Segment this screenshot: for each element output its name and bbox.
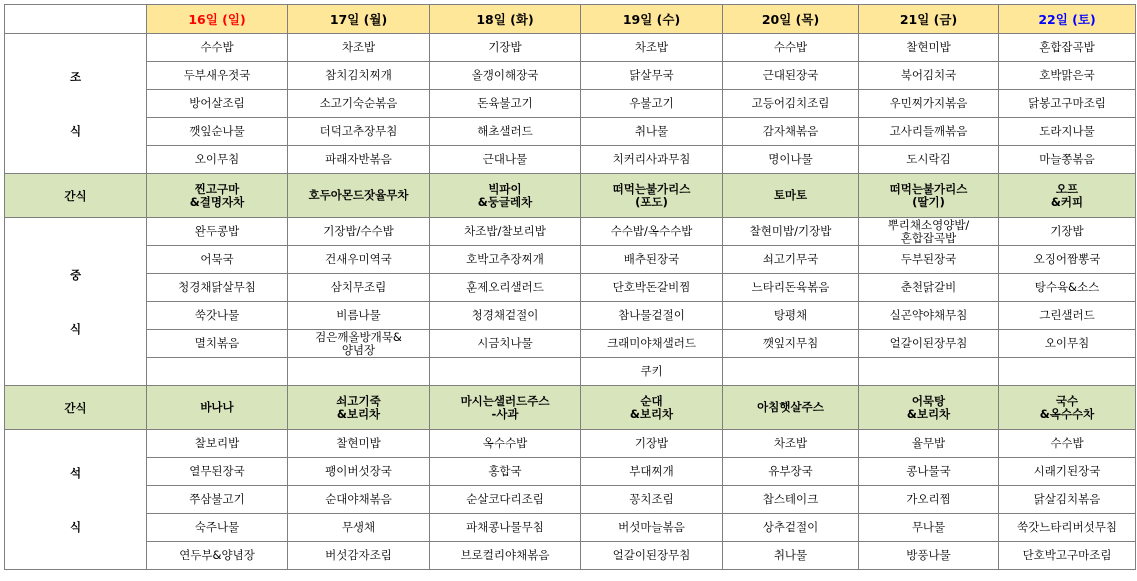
menu-item [859, 90, 999, 118]
snack-item-line: -사과 [491, 406, 519, 421]
snack1-row [5, 174, 1136, 218]
menu-item [859, 302, 999, 330]
menu-item [723, 302, 859, 330]
menu-item [581, 358, 723, 386]
menu-item [430, 246, 581, 274]
menu-item-line: 파채콩나물무침 [466, 520, 544, 534]
snack-item-line: 국수 [1055, 393, 1079, 408]
menu-item [999, 62, 1136, 90]
dinner-row [5, 430, 1136, 458]
menu-item-line: 마늘쫑볶음 [1039, 152, 1095, 166]
menu-item-line: 올갱이해장국 [471, 68, 539, 82]
menu-item [430, 430, 581, 458]
menu-item-line: 오이무침 [194, 152, 240, 166]
menu-item-line: 취나물 [773, 548, 808, 562]
snack-item-line: 순대 [640, 393, 663, 408]
snack-item-line: &보리차 [629, 406, 674, 421]
menu-item-line: 도라지나물 [1039, 124, 1095, 138]
menu-item-line: 두부새우젓국 [183, 68, 251, 82]
menu-item [147, 458, 288, 486]
menu-item-line: 방풍나물 [906, 548, 951, 562]
menu-item [859, 62, 999, 90]
menu-item-line: 기장밥 [488, 40, 522, 54]
menu-item-line: 건새우미역국 [325, 252, 392, 266]
menu-item [723, 542, 859, 570]
snack-item-line: 토마토 [773, 188, 808, 202]
snack2-row [5, 386, 1136, 430]
snack-item-line: 바나나 [200, 400, 234, 414]
menu-item [288, 430, 430, 458]
menu-item [430, 118, 581, 146]
menu-item-line: 혼합잡곡밥 [1039, 40, 1095, 54]
meal-label-char: 식 [69, 519, 82, 534]
snack-item [723, 174, 859, 218]
snack-item-line: &보리차 [906, 406, 951, 421]
snack-item-line: &결명자차 [189, 194, 245, 209]
menu-item [859, 118, 999, 146]
snack-item-line: &커피 [1050, 194, 1084, 209]
menu-item [723, 146, 859, 174]
menu-item-line: 고사리들깨볶음 [889, 124, 968, 138]
menu-item [147, 542, 288, 570]
day-header-6: 22일 (토) [999, 5, 1136, 34]
menu-item-line: 무나물 [911, 520, 946, 534]
menu-item [581, 330, 723, 358]
menu-item-line: 호박고추장찌개 [466, 252, 544, 266]
snack-item-line: 찐고구마 [194, 181, 240, 196]
menu-item [581, 274, 723, 302]
day-header-2: 18일 (화) [430, 5, 581, 34]
menu-item [859, 542, 999, 570]
menu-item-line: 찰현미밥 [906, 40, 951, 54]
menu-item [581, 246, 723, 274]
menu-item-line: 쭈삼불고기 [189, 492, 245, 506]
menu-item-line: 차조밥 [341, 40, 376, 54]
dinner-row [5, 514, 1136, 542]
day-header-0: 16일 (일) [147, 5, 288, 34]
menu-item [581, 34, 723, 62]
corner-cell [5, 5, 147, 34]
dinner-row [5, 458, 1136, 486]
menu-item-line: 팽이버섯장국 [325, 464, 392, 478]
menu-item [999, 90, 1136, 118]
menu-item [999, 358, 1136, 386]
menu-item-line: 닭살무국 [629, 68, 674, 82]
meal-label-char: 중 [69, 267, 82, 282]
menu-item-line: 순살코다리조림 [466, 492, 544, 506]
menu-item [147, 514, 288, 542]
menu-item [999, 34, 1136, 62]
menu-item-line: 수수밥 [200, 40, 234, 54]
menu-item-line: 삼치무조림 [330, 280, 387, 294]
menu-item-line: 우민찌가지볶음 [889, 96, 968, 110]
menu-item [430, 274, 581, 302]
menu-item [147, 358, 288, 386]
breakfast-row [5, 62, 1136, 90]
snack-item-line: &옥수수차 [1039, 406, 1095, 421]
lunch-row [5, 358, 1136, 386]
menu-item-line: 수수밥 [1050, 436, 1084, 450]
meal-menu-table [4, 4, 1136, 570]
menu-item-line: 수수밥 [773, 40, 808, 54]
menu-item [147, 330, 288, 358]
menu-item-line: 돈육불고기 [477, 96, 533, 110]
menu-item [723, 218, 859, 246]
menu-item [147, 246, 288, 274]
menu-item [723, 34, 859, 62]
menu-item-line: 율무밥 [911, 436, 946, 450]
breakfast-row [5, 90, 1136, 118]
menu-item [723, 90, 859, 118]
menu-item-line: 오이무침 [1044, 336, 1090, 350]
menu-item-line: 방어살조림 [189, 96, 245, 110]
header-row [5, 5, 1136, 34]
snack-item-line: 떠먹는불가리스 [889, 181, 968, 196]
snack-item [288, 386, 430, 430]
menu-item-line: 탕수육&소스 [1034, 280, 1100, 294]
menu-item [581, 218, 723, 246]
menu-item [859, 430, 999, 458]
menu-item [288, 34, 430, 62]
menu-item [430, 458, 581, 486]
menu-item [999, 146, 1136, 174]
menu-item [999, 246, 1136, 274]
menu-item [999, 274, 1136, 302]
menu-item-line: 무생채 [341, 520, 376, 534]
menu-item-line: 얼갈이된장무침 [889, 336, 968, 350]
snack2-label: 간식 [5, 386, 147, 430]
menu-item-line: 크래미야채샐러드 [607, 336, 696, 350]
menu-item [723, 514, 859, 542]
menu-item-line: 가오리찜 [906, 492, 951, 506]
menu-item-line: 차조밥 [634, 40, 669, 54]
menu-item [999, 458, 1136, 486]
menu-item [723, 246, 859, 274]
menu-item [723, 330, 859, 358]
breakfast-row [5, 118, 1136, 146]
menu-item [430, 486, 581, 514]
menu-item [147, 62, 288, 90]
menu-item-line: 차조밥/찰보리밥 [464, 224, 546, 238]
menu-item [723, 62, 859, 90]
dinner-label [5, 430, 147, 570]
meal-label-char: 식 [69, 321, 82, 336]
menu-item-line: 상추겉절이 [762, 520, 819, 534]
menu-item-line: 우불고기 [629, 96, 674, 110]
snack-item-line: (포도) [635, 194, 668, 209]
menu-item-line: 콩나물국 [906, 464, 951, 478]
menu-item [430, 90, 581, 118]
menu-item [430, 514, 581, 542]
menu-item [147, 274, 288, 302]
menu-item-line: 멸치볶음 [194, 336, 240, 350]
menu-item-line: 호박맑은국 [1039, 68, 1095, 82]
snack-item-line: (딸기) [912, 194, 945, 209]
menu-item-line: 어묵국 [200, 252, 234, 266]
menu-item-line: 실곤약야채무침 [889, 308, 968, 322]
menu-item [147, 90, 288, 118]
snack-item [147, 174, 288, 218]
menu-item [288, 542, 430, 570]
day-header-4: 20일 (목) [723, 5, 859, 34]
menu-item-line: 명이나물 [768, 152, 813, 166]
menu-item [859, 218, 999, 246]
snack-item [581, 386, 723, 430]
menu-item-line: 오징어짬뽕국 [1033, 252, 1101, 266]
menu-item-line: 해초샐러드 [477, 124, 533, 138]
menu-item [430, 34, 581, 62]
menu-item-line: 찰현미밥/기장밥 [749, 224, 832, 238]
day-header-5: 21일 (금) [859, 5, 999, 34]
breakfast-row [5, 146, 1136, 174]
menu-item-line: 두부된장국 [900, 252, 957, 266]
menu-item-line: 근대된장국 [762, 68, 819, 82]
snack-item [999, 386, 1136, 430]
snack-item [430, 174, 581, 218]
menu-item-line: 얼갈이된장무침 [612, 548, 691, 562]
menu-item [999, 118, 1136, 146]
menu-item-line: 북어김치국 [900, 68, 957, 82]
menu-item [147, 302, 288, 330]
snack-item [430, 386, 581, 430]
menu-item [430, 218, 581, 246]
menu-item [859, 274, 999, 302]
menu-item [581, 458, 723, 486]
menu-item [430, 146, 581, 174]
menu-item [430, 330, 581, 358]
menu-item [859, 358, 999, 386]
menu-item-line: 뿌리채소영양밥/ [887, 217, 970, 232]
menu-item-line: 기장밥/수수밥 [323, 224, 394, 238]
menu-item-line: 깻잎지무침 [762, 336, 819, 350]
menu-item-line: 닭살김치볶음 [1033, 492, 1101, 506]
menu-item-line: 기장밥 [634, 436, 669, 450]
menu-item-line: 고등어김치조림 [751, 96, 830, 110]
menu-item [288, 118, 430, 146]
menu-item [288, 274, 430, 302]
menu-item [288, 62, 430, 90]
snack-item-line: &보리차 [336, 406, 381, 421]
menu-item-line: 차조밥 [773, 436, 808, 450]
menu-item-line: 파래자반볶음 [325, 152, 392, 166]
breakfast-row [5, 34, 1136, 62]
menu-item-line: 찰현미밥 [336, 436, 381, 450]
menu-item [288, 302, 430, 330]
menu-item-line: 시금치나물 [477, 336, 533, 350]
menu-item [581, 542, 723, 570]
menu-item-line: 열무된장국 [189, 464, 245, 478]
menu-item [859, 486, 999, 514]
menu-item-line: 근대나물 [482, 152, 528, 166]
snack-item-line: &둥글레차 [477, 194, 533, 209]
menu-item [999, 218, 1136, 246]
dinner-row [5, 542, 1136, 570]
lunch-row [5, 302, 1136, 330]
menu-item [859, 34, 999, 62]
menu-item [430, 62, 581, 90]
menu-item [999, 430, 1136, 458]
snack-item-line: 빅파이 [488, 181, 522, 196]
menu-item [147, 430, 288, 458]
menu-item-line: 찰보리밥 [194, 436, 240, 450]
lunch-row [5, 330, 1136, 358]
menu-item [430, 302, 581, 330]
menu-item-line: 버섯감자조림 [325, 548, 392, 562]
menu-item [859, 514, 999, 542]
snack-item-line: 오프 [1055, 181, 1079, 196]
menu-item-line: 검은깨올방개묵& [315, 329, 402, 344]
menu-item [859, 330, 999, 358]
menu-item-line: 감자채볶음 [762, 124, 819, 138]
snack-item-line: 떠먹는불가리스 [612, 181, 691, 196]
menu-item [723, 486, 859, 514]
meal-label-char: 조 [69, 69, 82, 84]
menu-item [723, 358, 859, 386]
meal-label-char: 식 [69, 123, 82, 138]
menu-item-line: 단호박고구마조림 [1022, 548, 1112, 562]
lunch-row [5, 246, 1136, 274]
menu-item [859, 146, 999, 174]
menu-item-line: 더덕고추장무침 [319, 124, 398, 138]
menu-item [288, 514, 430, 542]
menu-item [288, 146, 430, 174]
menu-item-line: 순대야채볶음 [325, 492, 392, 506]
menu-item-line: 유부장국 [768, 464, 813, 478]
menu-item-line: 비름나물 [336, 308, 381, 322]
menu-item [288, 218, 430, 246]
menu-item [147, 486, 288, 514]
menu-item-line: 쿠키 [640, 364, 663, 378]
menu-item-line: 치커리사과무침 [612, 152, 691, 166]
menu-item-line: 청경채닭살무침 [178, 280, 256, 294]
menu-item-line: 양념장 [341, 342, 376, 357]
lunch-row [5, 274, 1136, 302]
menu-item [430, 542, 581, 570]
menu-item [288, 330, 430, 358]
menu-item [147, 34, 288, 62]
menu-item-line: 탕평채 [773, 308, 808, 322]
menu-item-line: 참치김치찌개 [325, 68, 392, 82]
menu-item [288, 90, 430, 118]
menu-item [147, 118, 288, 146]
lunch-label [5, 218, 147, 386]
menu-item [581, 514, 723, 542]
menu-item-line: 기장밥 [1050, 224, 1084, 238]
menu-item [288, 358, 430, 386]
menu-item [288, 458, 430, 486]
menu-item-line: 홍합국 [488, 464, 522, 478]
menu-item [723, 118, 859, 146]
menu-item-line: 완두콩밥 [194, 224, 240, 238]
day-header-3: 19일 (수) [581, 5, 723, 34]
snack-item-line: 아침햇살주스 [757, 400, 824, 414]
menu-item-line: 쇠고기무국 [762, 252, 819, 266]
menu-item [581, 62, 723, 90]
menu-item [581, 90, 723, 118]
menu-item [859, 458, 999, 486]
menu-item [288, 486, 430, 514]
snack-item-line: 호두아몬드잣율무차 [308, 188, 409, 202]
menu-item-line: 단호박돈갈비찜 [612, 280, 691, 294]
snack-item [859, 174, 999, 218]
menu-item-line: 연두부&양념장 [179, 548, 255, 562]
meal-label-char: 석 [69, 465, 82, 480]
snack-item [147, 386, 288, 430]
menu-item [581, 146, 723, 174]
menu-item [581, 118, 723, 146]
menu-item [999, 486, 1136, 514]
breakfast-label [5, 34, 147, 174]
menu-item-line: 소고기숙순볶음 [319, 96, 398, 110]
menu-item-line: 참나물겉절이 [618, 308, 685, 322]
snack-item [288, 174, 430, 218]
menu-item-line: 배추된장국 [623, 252, 680, 266]
menu-item-line: 혼합잡곡밥 [900, 230, 957, 245]
menu-item [999, 330, 1136, 358]
menu-item-line: 도시락김 [906, 152, 951, 166]
menu-item-line: 버섯마늘볶음 [618, 520, 685, 534]
menu-item [999, 302, 1136, 330]
menu-item [999, 542, 1136, 570]
menu-item [723, 274, 859, 302]
day-header-1: 17일 (월) [288, 5, 430, 34]
menu-item-line: 느타리돈육볶음 [751, 280, 830, 294]
menu-item-line: 쑥갓느타리버섯무침 [1017, 520, 1117, 534]
menu-item-line: 그린샐러드 [1039, 308, 1095, 322]
menu-item-line: 훈제오리샐러드 [466, 280, 544, 294]
menu-item [147, 218, 288, 246]
snack-item [581, 174, 723, 218]
snack-item-line: 어묵탕 [911, 393, 946, 408]
snack-item-line: 마시는샐러드주스 [460, 393, 550, 408]
menu-item-line: 브로컬리야채볶음 [460, 548, 550, 562]
snack-item [859, 386, 999, 430]
menu-item-line: 취나물 [634, 124, 669, 138]
menu-item [723, 430, 859, 458]
menu-item [581, 430, 723, 458]
menu-item-line: 닭봉고구마조림 [1028, 96, 1106, 110]
menu-item-line: 청경채겉절이 [471, 308, 539, 322]
menu-item-line: 깻잎순나물 [189, 124, 245, 138]
menu-item-line: 시래기된장국 [1033, 464, 1101, 478]
menu-item [859, 246, 999, 274]
menu-item-line: 찹스테이크 [762, 492, 819, 506]
menu-item-line: 꽁치조림 [629, 492, 674, 506]
menu-item-line: 쑥갓나물 [194, 308, 240, 322]
menu-item [999, 514, 1136, 542]
menu-item [288, 246, 430, 274]
menu-item [581, 486, 723, 514]
menu-item-line: 수수밥/옥수수밥 [610, 224, 693, 238]
snack1-label: 간식 [5, 174, 147, 218]
menu-item [430, 358, 581, 386]
menu-item-line: 춘천닭갈비 [900, 280, 957, 294]
snack-item [723, 386, 859, 430]
menu-item [581, 302, 723, 330]
snack-item [999, 174, 1136, 218]
menu-item [147, 146, 288, 174]
menu-item-line: 부대찌개 [629, 464, 674, 478]
menu-item [723, 458, 859, 486]
dinner-row [5, 486, 1136, 514]
snack-item-line: 쇠고기죽 [336, 393, 381, 408]
menu-item-line: 숙주나물 [194, 520, 240, 534]
lunch-row [5, 218, 1136, 246]
menu-item-line: 옥수수밥 [482, 436, 528, 450]
